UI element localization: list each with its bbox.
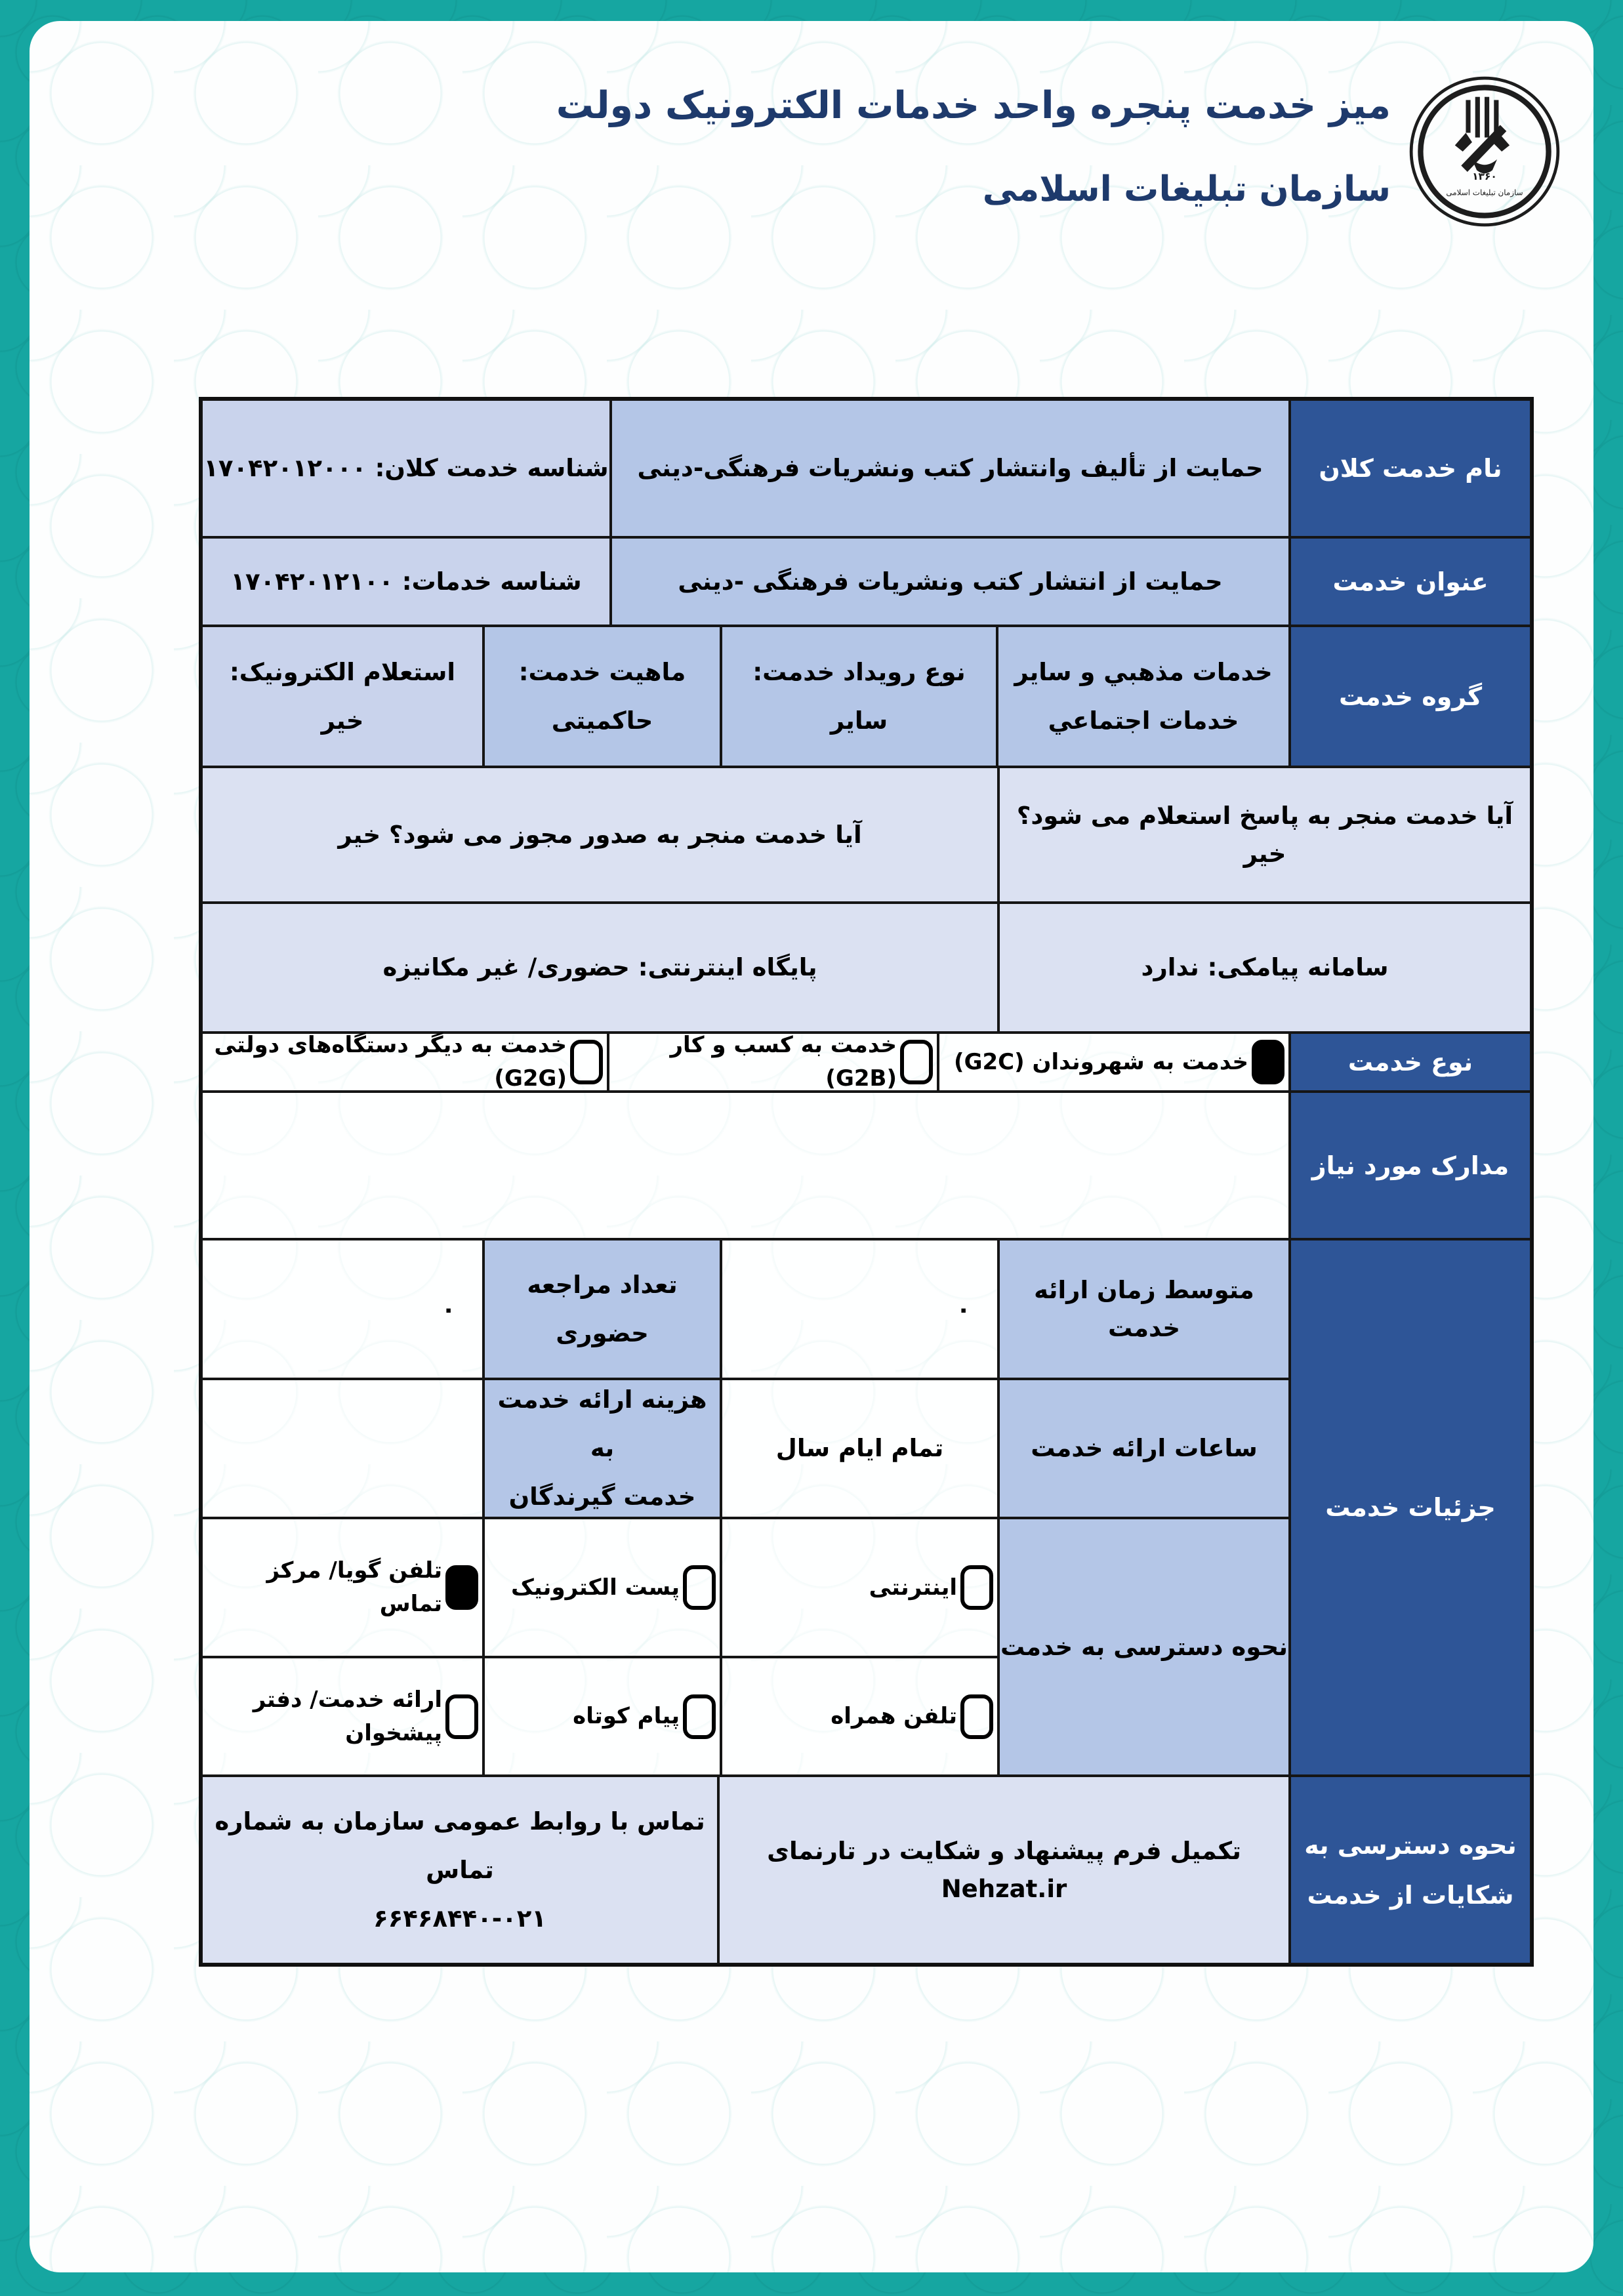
- row-label-service-group: گروه خدمت: [1290, 626, 1531, 767]
- checkbox-counter-label: ارائه خدمت/ دفتر پیشخوان: [253, 1686, 442, 1746]
- access-mobile: [721, 1657, 998, 1776]
- service-type-g2b: [608, 1033, 938, 1092]
- service-event-type: [721, 626, 997, 767]
- visits-label-line2: حضوری: [556, 1319, 649, 1347]
- service-nature-line1: ماهیت خدمت:: [518, 657, 686, 686]
- row-label-complaints: [1290, 1776, 1531, 1964]
- avg-time-value: ۰: [721, 1239, 998, 1379]
- organization-name: سازمان تبلیغات اسلامی: [982, 169, 1391, 209]
- access-method-label: نحوه دسترسی به خدمت: [998, 1518, 1290, 1776]
- electronic-inquiry-line1: استعلام الکترونیک:: [229, 657, 456, 686]
- checkbox-email[interactable]: [683, 1565, 716, 1610]
- electronic-inquiry: [201, 626, 483, 767]
- emblem-year: ۱۳۶۰: [1472, 170, 1497, 182]
- row-label-service-details: جزئیات خدمت: [1290, 1239, 1531, 1776]
- macro-service-name: حمایت از تألیف وانتشار کتب ونشریات فرهنگی-دینی: [611, 400, 1290, 537]
- row-label-service-type: نوع خدمت: [1290, 1033, 1531, 1092]
- checkbox-internet[interactable]: [960, 1565, 993, 1610]
- macro-service-id: شناسه خدمت کلان: ۱۷۰۴۲۰۱۲۰۰۰: [201, 400, 611, 537]
- emblem-caption: سازمان تبلیغات اسلامی: [1446, 188, 1523, 197]
- service-group-category: [997, 626, 1290, 767]
- access-ivr: [201, 1518, 483, 1657]
- service-group-category-line1: خدمات مذهبي و سایر: [1014, 657, 1273, 686]
- complaints-phone: [201, 1776, 718, 1964]
- checkbox-sms[interactable]: [683, 1694, 716, 1739]
- cost-label-line2: خدمت گیرندگان: [508, 1483, 696, 1511]
- service-nature: [483, 626, 721, 767]
- hours-value: تمام ایام سال: [721, 1379, 998, 1518]
- service-event-type-line1: نوع رویداد خدمت:: [752, 657, 966, 686]
- checkbox-counter[interactable]: [445, 1694, 478, 1739]
- avg-time-label: متوسط زمان ارائه خدمت: [998, 1239, 1290, 1379]
- service-event-type-line2: سایر: [830, 706, 888, 735]
- service-id: شناسه خدمات: ۱۷۰۴۲۰۱۲۱۰۰: [201, 537, 611, 626]
- organization-emblem-icon: [1407, 73, 1563, 230]
- checkbox-mobile-label: تلفن همراه: [831, 1703, 957, 1729]
- service-group-category-line2: خدمات اجتماعي: [1048, 706, 1239, 735]
- visits-value: ۰: [201, 1239, 483, 1379]
- electronic-inquiry-line2: خیر: [321, 706, 364, 735]
- row-label-service-title: عنوان خدمت: [1290, 537, 1531, 626]
- access-counter: [201, 1657, 483, 1776]
- service-type-g2c: [938, 1033, 1290, 1092]
- checkbox-email-label: پست الکترونیک: [510, 1574, 680, 1601]
- document-header: [556, 84, 1391, 209]
- cost-label-line1: هزینه ارائه خدمت به: [497, 1385, 707, 1462]
- service-nature-line2: حاکمیتی: [551, 706, 653, 735]
- service-type-g2g: [201, 1033, 608, 1092]
- checkbox-g2c[interactable]: [1252, 1040, 1284, 1084]
- checkbox-mobile[interactable]: [960, 1694, 993, 1739]
- checkbox-g2b[interactable]: [900, 1040, 933, 1084]
- page-title: میز خدمت پنجره واحد خدمات الکترونیک دولت: [556, 84, 1391, 127]
- required-documents-content: [201, 1092, 1290, 1239]
- cost-value: [201, 1379, 483, 1518]
- license-question: آیا خدمت منجر به صدور مجوز می شود؟ خیر: [201, 767, 998, 903]
- checkbox-ivr-label: تلفن گویا/ مرکز تماس: [266, 1557, 442, 1617]
- complaints-label-line1: نحوه دسترسی به: [1304, 1830, 1517, 1860]
- checkbox-g2b-label: خدمت به کسب و کار (G2B): [670, 1032, 897, 1092]
- checkbox-ivr[interactable]: [445, 1565, 478, 1610]
- access-internet: [721, 1518, 998, 1657]
- checkbox-g2c-label: خدمت به شهروندان (G2C): [954, 1048, 1248, 1075]
- checkbox-internet-label: اینترنتی: [869, 1574, 957, 1601]
- access-sms: [483, 1657, 721, 1776]
- service-title: حمایت از انتشار کتب ونشریات فرهنگی -دینی: [611, 537, 1290, 626]
- service-info-table: [199, 397, 1534, 1967]
- complaints-label-line2: شکایات از خدمت: [1307, 1880, 1514, 1910]
- checkbox-g2g[interactable]: [570, 1040, 603, 1084]
- complaints-phone-number: ۶۶۴۶۸۴۴۰-۰۲۱: [373, 1904, 546, 1933]
- inquiry-question: آیا خدمت منجر به پاسخ استعلام می شود؟ خیر: [998, 767, 1531, 903]
- checkbox-g2g-label: خدمت به دیگر دستگاه‌های دولتی (G2G): [214, 1032, 567, 1092]
- web-portal: پایگاه اینترنتی: حضوری/ غیر مکانیزه: [201, 903, 998, 1033]
- access-email: [483, 1518, 721, 1657]
- row-label-macro-service: نام خدمت کلان: [1290, 400, 1531, 537]
- hours-label: ساعات ارائه خدمت: [998, 1379, 1290, 1518]
- complaints-web: تکمیل فرم پیشنهاد و شکایت در تارنمای Nehzat.ir: [718, 1776, 1290, 1964]
- checkbox-sms-label: پیام کوتاه: [573, 1703, 680, 1729]
- visits-label: [483, 1239, 721, 1379]
- cost-label: [483, 1379, 721, 1518]
- visits-label-line1: تعداد مراجعه: [527, 1270, 678, 1299]
- complaints-phone-line1: تماس با روابط عمومی سازمان به شماره تماس: [215, 1807, 705, 1884]
- sms-system: سامانه پیامکی: ندارد: [998, 903, 1531, 1033]
- row-label-required-documents: مدارک مورد نیاز: [1290, 1092, 1531, 1239]
